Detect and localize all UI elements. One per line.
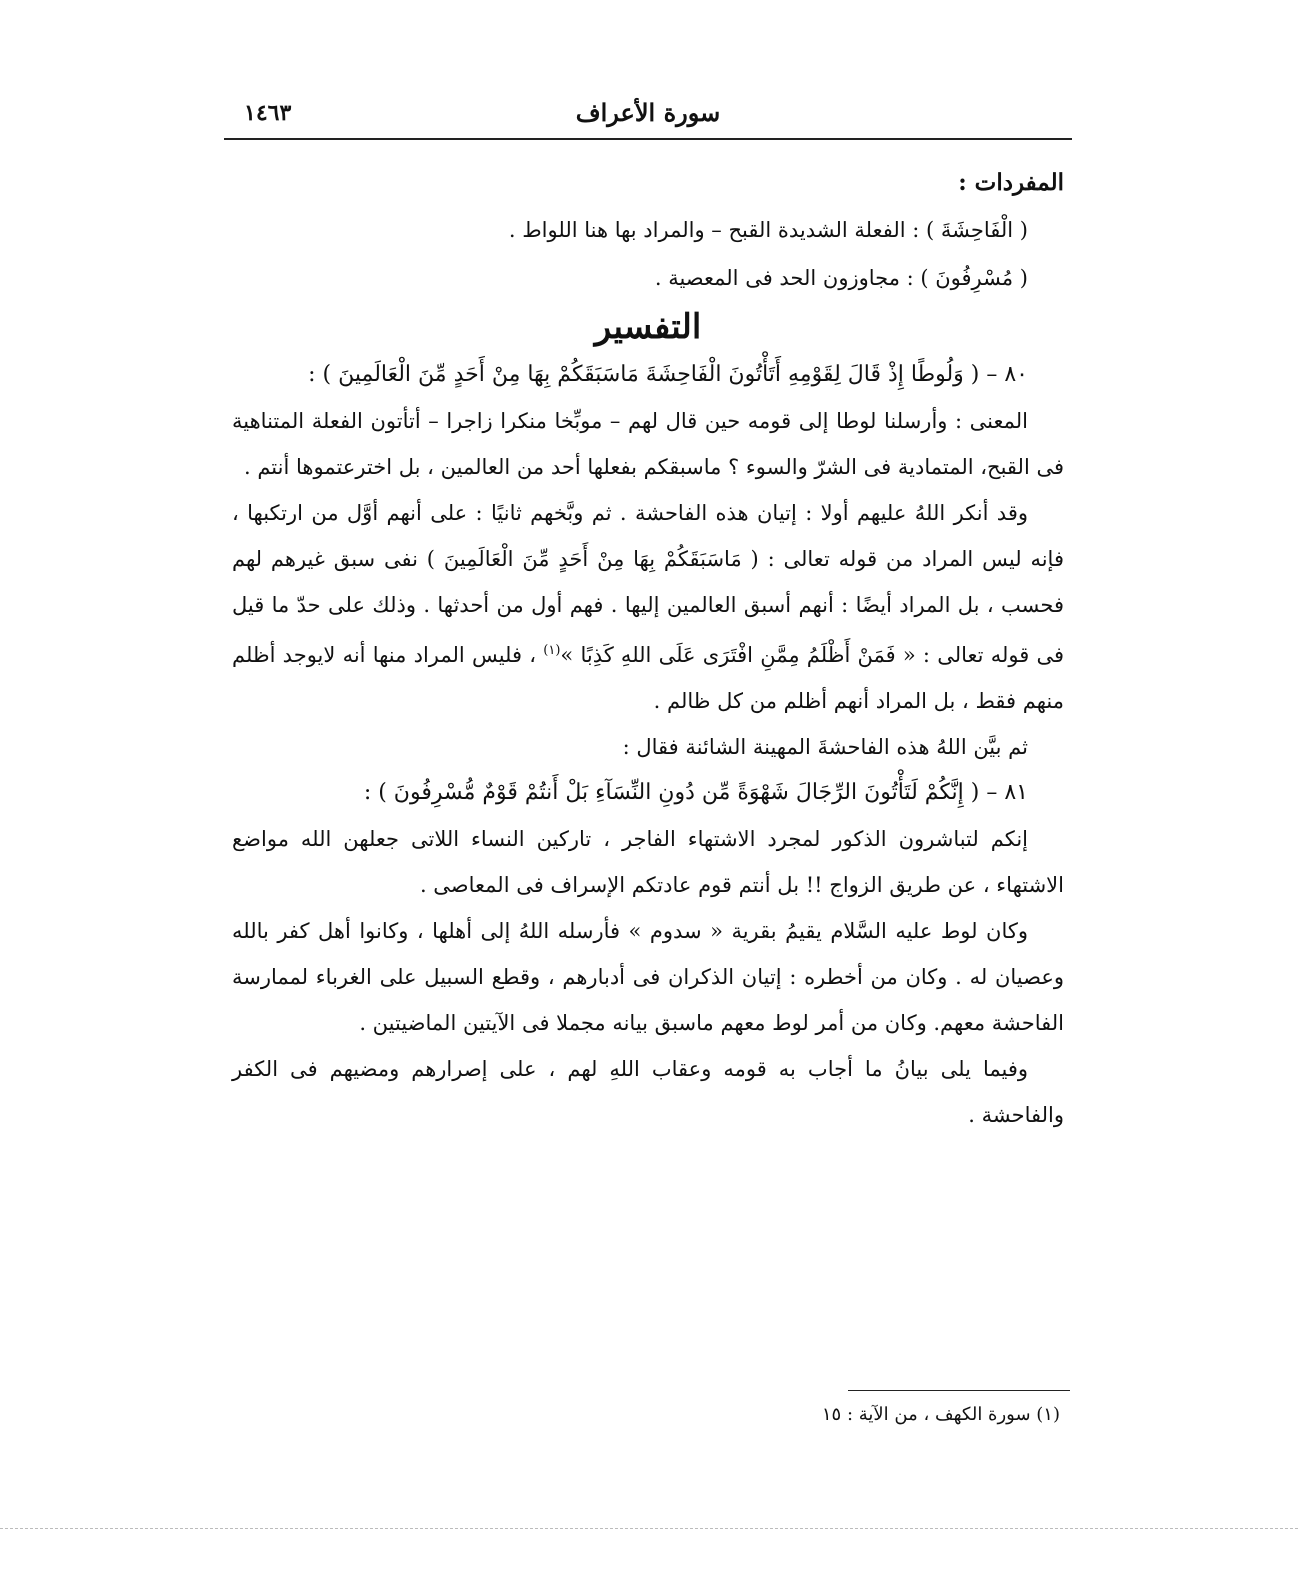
paragraph-explanation-end: ، فليس المراد منها أنه لايوجد أظلم منهم فقط ، بل المراد أنهم أظلم من كل ظالم .: [232, 643, 1064, 713]
page-body: [232, 160, 1064, 1138]
footnote: (١) سورة الكهف ، من الآية : ١٥: [821, 1404, 1060, 1425]
paragraph-explanation: [232, 490, 1064, 724]
paragraph-sodom: وكان لوط عليه السَّلام يقيمُ بقرية « سدوم » فأرسله اللهُ إلى أهلها ، وكانوا أهل كفر بالله وعصيان له . وكان من أخطره : إتيان الذكران فى أدبارهم ، وقطع السبيل على الغرباء لممارسة الفاحشة معهم. وكان من أمر لوط معهم ماسبق بيانه مجملا فى الآيتين الماضيتين .: [232, 919, 1064, 1035]
paragraph-closing: وفيما يلى بيانُ ما أجاب به قومه وعقاب اللهِ لهم ، على إصرارهم ومضيهم فى الكفر والفاحشة .: [232, 1057, 1064, 1127]
footnote-divider: [848, 1390, 1070, 1391]
page-number: ١٤٦٣: [244, 100, 292, 126]
surah-title: سورة الأعراف: [575, 98, 721, 127]
tafsir-heading: التفسير: [594, 307, 702, 347]
paragraph-verse-81-meaning: إنكم لتباشرون الذكور لمجرد الاشتهاء الفاجر ، تاركين النساء اللاتى جعلهن الله مواضع الاشتهاء ، عن طريق الزواج !! بل أنتم قوم عادتكم الإسراف فى المعاصى .: [232, 827, 1064, 897]
vocabulary-item: ( الْفَاحِشَةَ ) : الفعلة الشديدة القبح – والمراد بها هنا اللواط .: [508, 218, 1028, 242]
page-header: [224, 96, 1072, 136]
footnote-marker: (١): [543, 643, 561, 658]
vocabulary-item: ( مُسْرِفُونَ ) : مجاوزون الحد فى المعصية .: [654, 266, 1028, 290]
paragraph-meaning: المعنى : وأرسلنا لوطا إلى قومه حين قال لهم – موبِّخا منكرا زاجرا – أتأتون الفعلة المتناهية فى القبح، المتمادية فى الشرّ والسوء ؟ ماسبقكم بفعلها أحد من العالمين ، بل اخترعتموها أنتم .: [232, 409, 1064, 479]
verse-81: ٨١ – ( إِنَّكُمْ لَتَأْتُونَ الرِّجَالَ شَهْوَةً مِّن دُونِ النِّسَآءِ بَلْ أَنتُمْ قَوْمٌ مُّسْرِفُونَ ) :: [363, 780, 1028, 805]
vocabulary-heading: المفردات :: [958, 169, 1064, 196]
verse-80: ٨٠ – ( وَلُوطًا إِذْ قَالَ لِقَوْمِهِ أَتَأْتُونَ الْفَاحِشَةَ مَاسَبَقَكُمْ بِهَا مِنْ أَحَدٍ مِّنَ الْعَالَمِينَ ) :: [308, 362, 1028, 387]
scan-edge-line: [0, 1528, 1298, 1529]
paragraph-explanation-text: وقد أنكر اللهُ عليهم أولا : إتيان هذه الفاحشة . ثم وبَّخهم ثانيًا : على أنهم أوَّل من ارتكبها ، فإنه ليس المراد من قوله تعالى : ( مَاسَبَقَكُمْ بِهَا مِنْ أَحَدٍ مِّنَ الْعَالَمِينَ ) نفى سبق غيرهم لهم فحسب ، بل المراد أيضًا : أنهم أسبق العالمين إليها . فهم أول من أحدثها . وذلك على حدّ ما قيل فى قوله تعالى : « فَمَنْ أَظْلَمُ مِمَّنِ افْتَرَى عَلَى اللهِ كَذِبًا »: [232, 501, 1064, 667]
paragraph-transition: ثم بيَّن اللهُ هذه الفاحشةَ المهينة الشائنة فقال :: [622, 735, 1028, 759]
header-divider: [224, 138, 1072, 140]
